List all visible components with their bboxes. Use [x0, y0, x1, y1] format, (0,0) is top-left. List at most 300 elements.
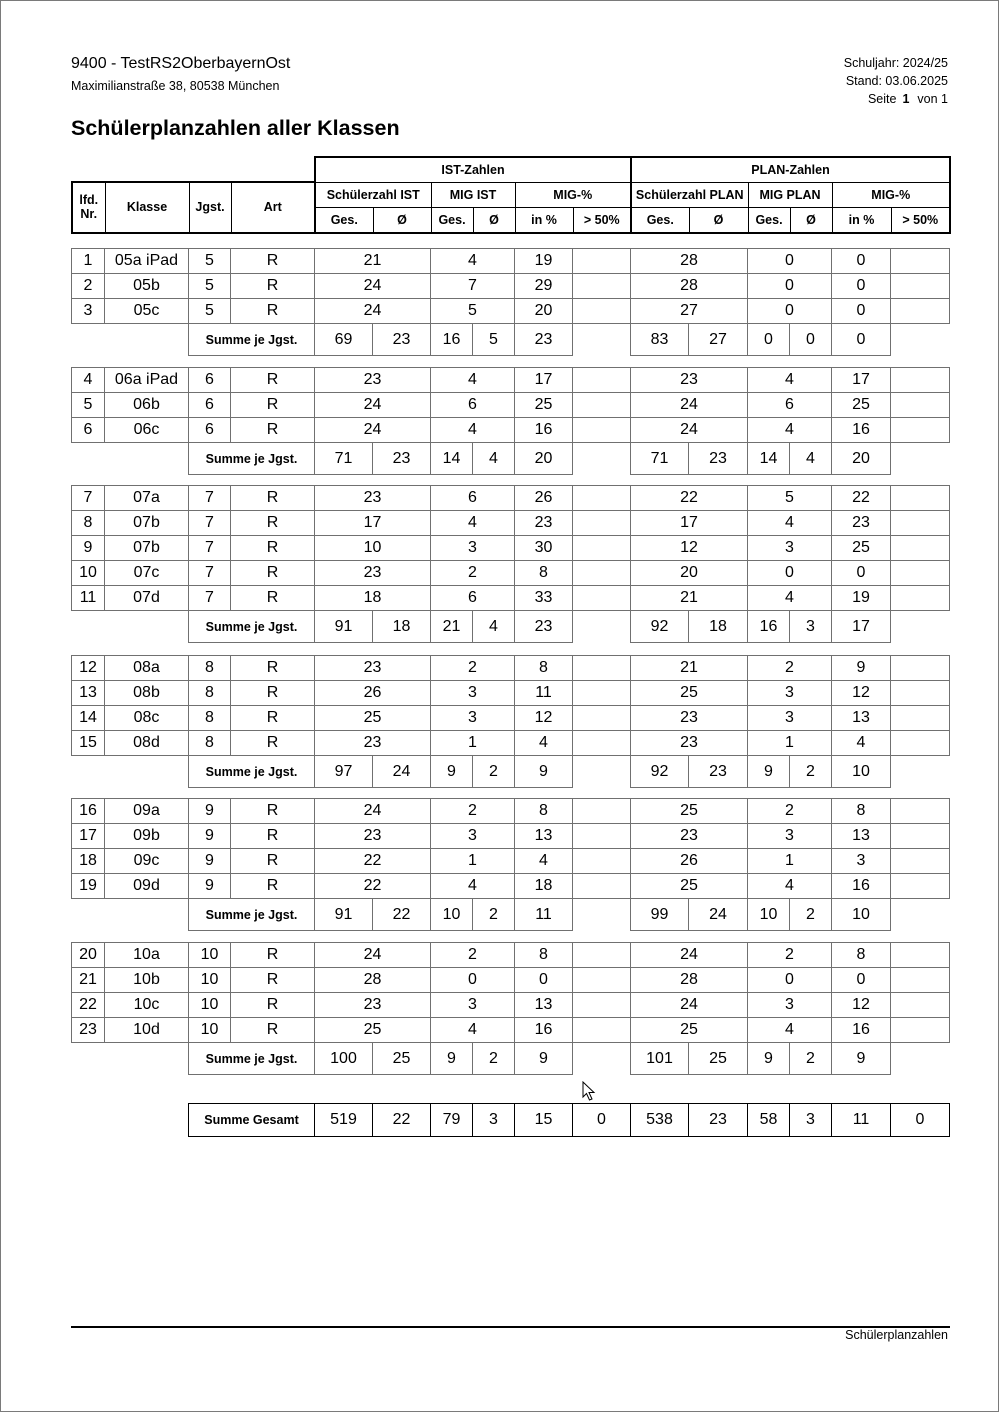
- row-mig-ist: 2: [431, 799, 515, 824]
- row-jgst: 6: [189, 418, 231, 443]
- row-gt50-ist: [573, 993, 631, 1018]
- row-mig-plan: 3: [748, 824, 832, 849]
- row-mig-plan: 0: [748, 561, 832, 586]
- row-jgst: 7: [189, 486, 231, 511]
- row-art: R: [231, 943, 315, 968]
- row-mig-plan: 5: [748, 486, 832, 511]
- row-mig-plan: 3: [748, 706, 832, 731]
- row-jgst: 9: [189, 799, 231, 824]
- mig-ist-avg-header: Ø: [473, 207, 515, 233]
- row-plan-ges: 25: [631, 874, 748, 899]
- row-gt50-ist: [573, 418, 631, 443]
- row-plan-ges: 12: [631, 536, 748, 561]
- row-jgst: 9: [189, 849, 231, 874]
- sum-mig-ist-avg: 2: [473, 899, 515, 931]
- row-plan-ges: 28: [631, 249, 748, 274]
- table-row: [72, 706, 950, 731]
- row-jgst: 9: [189, 874, 231, 899]
- summe-gesamt-label: Summe Gesamt: [189, 1104, 315, 1137]
- sum-ist-avg: 23: [373, 324, 431, 356]
- row-jgst: 10: [189, 943, 231, 968]
- row-nr: 4: [72, 368, 105, 393]
- table-row: [72, 586, 950, 611]
- row-pct-plan: 0: [832, 249, 891, 274]
- row-art: R: [231, 1018, 315, 1043]
- summe-je-jgst-row: [72, 1043, 950, 1075]
- ist-ges-header: Ges.: [315, 207, 373, 233]
- school-address: Maximilianstraße 38, 80538 München: [71, 79, 280, 93]
- row-mig-plan: 3: [748, 993, 832, 1018]
- row-plan-ges: 24: [631, 943, 748, 968]
- row-art: R: [231, 993, 315, 1018]
- sum-pct-ist: 23: [515, 324, 573, 356]
- table-row: [72, 418, 950, 443]
- row-pct-ist: 8: [515, 943, 573, 968]
- row-jgst: 7: [189, 511, 231, 536]
- row-pct-plan: 16: [832, 874, 891, 899]
- row-plan-ges: 24: [631, 393, 748, 418]
- table-row: [72, 824, 950, 849]
- row-klasse: 09c: [105, 849, 189, 874]
- row-pct-ist: 4: [515, 731, 573, 756]
- page-number: [844, 90, 948, 108]
- row-gt50-plan: [891, 874, 950, 899]
- row-nr: 11: [72, 586, 105, 611]
- jgst-group-table: [71, 942, 950, 1075]
- sum-mig-plan-ges: 10: [748, 899, 790, 931]
- row-pct-plan: 25: [832, 393, 891, 418]
- row-pct-ist: 8: [515, 656, 573, 681]
- row-gt50-ist: [573, 874, 631, 899]
- summe-je-jgst-row: [72, 443, 950, 475]
- row-mig-plan: 1: [748, 849, 832, 874]
- row-gt50-ist: [573, 586, 631, 611]
- row-ist-ges: 28: [315, 968, 431, 993]
- row-klasse: 08a: [105, 656, 189, 681]
- row-ist-ges: 24: [315, 299, 431, 324]
- row-ist-ges: 24: [315, 943, 431, 968]
- sum-ist-avg: 24: [373, 756, 431, 788]
- row-ist-ges: 18: [315, 586, 431, 611]
- sum-mig-ist-avg: 4: [473, 611, 515, 643]
- summe-je-jgst-label: Summe je Jgst.: [189, 611, 315, 643]
- row-pct-ist: 13: [515, 993, 573, 1018]
- row-mig-plan: 4: [748, 418, 832, 443]
- row-gt50-ist: [573, 1018, 631, 1043]
- row-pct-ist: 19: [515, 249, 573, 274]
- sum-mig-plan-avg: 2: [790, 899, 832, 931]
- total-pct-plan: 11: [832, 1104, 891, 1137]
- row-plan-ges: 23: [631, 368, 748, 393]
- sum-plan-avg: 25: [689, 1043, 748, 1075]
- row-pct-ist: 26: [515, 486, 573, 511]
- total-pct-ist: 15: [515, 1104, 573, 1137]
- row-klasse: 05a iPad: [105, 249, 189, 274]
- jgst-group-table: [71, 485, 950, 643]
- sum-plan-ges: 92: [631, 611, 689, 643]
- total-plan-avg: 23: [689, 1104, 748, 1137]
- sum-plan-ges: 83: [631, 324, 689, 356]
- row-nr: 17: [72, 824, 105, 849]
- row-jgst: 5: [189, 274, 231, 299]
- schuljahr: Schuljahr: 2024/25: [843, 56, 948, 70]
- row-art: R: [231, 368, 315, 393]
- row-mig-ist: 3: [431, 706, 515, 731]
- row-ist-ges: 24: [315, 418, 431, 443]
- sum-ist-ges: 91: [315, 899, 373, 931]
- row-mig-plan: 0: [748, 274, 832, 299]
- row-nr: 23: [72, 1018, 105, 1043]
- sum-pct-plan: 17: [832, 611, 891, 643]
- row-nr: 3: [72, 299, 105, 324]
- row-pct-plan: 0: [832, 299, 891, 324]
- row-pct-plan: 16: [832, 418, 891, 443]
- table-row: [72, 299, 950, 324]
- row-jgst: 8: [189, 731, 231, 756]
- table-row: [72, 943, 950, 968]
- row-gt50-plan: [891, 274, 950, 299]
- row-ist-ges: 23: [315, 824, 431, 849]
- row-pct-plan: 22: [832, 486, 891, 511]
- row-klasse: 05b: [105, 274, 189, 299]
- sum-mig-ist-avg: 2: [473, 756, 515, 788]
- row-mig-ist: 3: [431, 993, 515, 1018]
- table-row: [72, 486, 950, 511]
- ist-group-header: IST-Zahlen: [315, 157, 631, 182]
- row-pct-plan: 9: [832, 656, 891, 681]
- sum-mig-ist-ges: 10: [431, 899, 473, 931]
- row-ist-ges: 23: [315, 731, 431, 756]
- table-row: [72, 274, 950, 299]
- row-gt50-plan: [891, 368, 950, 393]
- table-row: [72, 536, 950, 561]
- row-pct-plan: 3: [832, 849, 891, 874]
- row-gt50-plan: [891, 706, 950, 731]
- row-pct-plan: 12: [832, 993, 891, 1018]
- row-mig-ist: 1: [431, 849, 515, 874]
- row-klasse: 09d: [105, 874, 189, 899]
- row-nr: 21: [72, 968, 105, 993]
- row-gt50-ist: [573, 681, 631, 706]
- total-ist-avg: 22: [373, 1104, 431, 1137]
- row-art: R: [231, 656, 315, 681]
- row-klasse: 07d: [105, 586, 189, 611]
- row-ist-ges: 22: [315, 874, 431, 899]
- summe-je-jgst-label: Summe je Jgst.: [189, 899, 315, 931]
- sum-ist-ges: 97: [315, 756, 373, 788]
- row-ist-ges: 17: [315, 511, 431, 536]
- row-pct-ist: 12: [515, 706, 573, 731]
- row-art: R: [231, 274, 315, 299]
- row-plan-ges: 25: [631, 799, 748, 824]
- report-meta: [844, 54, 948, 108]
- sum-ist-avg: 23: [373, 443, 431, 475]
- table-row: [72, 874, 950, 899]
- row-pct-plan: 4: [832, 731, 891, 756]
- row-art: R: [231, 418, 315, 443]
- row-mig-ist: 2: [431, 561, 515, 586]
- mouse-cursor-icon: [582, 1081, 596, 1101]
- row-klasse: 05c: [105, 299, 189, 324]
- total-ist-ges: 519: [315, 1104, 373, 1137]
- row-pct-plan: 13: [832, 706, 891, 731]
- row-nr: 1: [72, 249, 105, 274]
- plan-group-header: PLAN-Zahlen: [631, 157, 950, 182]
- sum-pct-plan: 10: [832, 756, 891, 788]
- gt50-ist-header: > 50%: [573, 207, 631, 233]
- row-plan-ges: 23: [631, 731, 748, 756]
- row-mig-ist: 3: [431, 824, 515, 849]
- row-mig-plan: 4: [748, 586, 832, 611]
- total-gt50-plan: 0: [891, 1104, 950, 1137]
- page-title: Schülerplanzahlen aller Klassen: [71, 116, 400, 140]
- row-klasse: 07b: [105, 536, 189, 561]
- summe-je-jgst-label: Summe je Jgst.: [189, 324, 315, 356]
- row-mig-ist: 4: [431, 874, 515, 899]
- row-jgst: 9: [189, 824, 231, 849]
- row-jgst: 7: [189, 536, 231, 561]
- row-klasse: 08b: [105, 681, 189, 706]
- row-pct-plan: 16: [832, 1018, 891, 1043]
- row-mig-ist: 5: [431, 299, 515, 324]
- row-pct-ist: 29: [515, 274, 573, 299]
- row-mig-plan: 4: [748, 1018, 832, 1043]
- row-plan-ges: 24: [631, 993, 748, 1018]
- row-pct-ist: 25: [515, 393, 573, 418]
- row-mig-ist: 4: [431, 249, 515, 274]
- row-jgst: 8: [189, 706, 231, 731]
- row-mig-ist: 6: [431, 586, 515, 611]
- row-mig-plan: 2: [748, 656, 832, 681]
- summe-je-jgst-row: [72, 899, 950, 931]
- row-mig-ist: 3: [431, 681, 515, 706]
- summe-je-jgst-row: [72, 756, 950, 788]
- row-pct-plan: 0: [832, 968, 891, 993]
- row-art: R: [231, 299, 315, 324]
- total-mig-plan-ges: 58: [748, 1104, 790, 1137]
- row-mig-plan: 6: [748, 393, 832, 418]
- row-gt50-ist: [573, 943, 631, 968]
- sum-mig-ist-avg: 2: [473, 1043, 515, 1075]
- pct-ist-header: in %: [515, 207, 573, 233]
- row-plan-ges: 25: [631, 681, 748, 706]
- sum-mig-ist-avg: 5: [473, 324, 515, 356]
- sum-mig-ist-ges: 21: [431, 611, 473, 643]
- row-nr: 22: [72, 993, 105, 1018]
- row-art: R: [231, 511, 315, 536]
- row-mig-plan: 2: [748, 943, 832, 968]
- sum-pct-ist: 20: [515, 443, 573, 475]
- row-pct-ist: 30: [515, 536, 573, 561]
- sum-plan-avg: 18: [689, 611, 748, 643]
- row-klasse: 06a iPad: [105, 368, 189, 393]
- row-gt50-ist: [573, 486, 631, 511]
- row-mig-ist: 4: [431, 418, 515, 443]
- table-row: [72, 849, 950, 874]
- row-gt50-ist: [573, 656, 631, 681]
- row-art: R: [231, 874, 315, 899]
- row-jgst: 6: [189, 393, 231, 418]
- sum-ist-ges: 69: [315, 324, 373, 356]
- sum-mig-plan-avg: 0: [790, 324, 832, 356]
- table-row: [72, 731, 950, 756]
- footer-report-name: Schülerplanzahlen: [845, 1328, 948, 1342]
- sum-mig-plan-ges: 14: [748, 443, 790, 475]
- row-mig-plan: 2: [748, 799, 832, 824]
- row-gt50-plan: [891, 586, 950, 611]
- row-pct-ist: 8: [515, 561, 573, 586]
- row-gt50-plan: [891, 731, 950, 756]
- sum-plan-avg: 23: [689, 443, 748, 475]
- table-row: [72, 993, 950, 1018]
- row-pct-ist: 33: [515, 586, 573, 611]
- row-gt50-plan: [891, 824, 950, 849]
- schuelerzahl-plan-header: Schülerzahl PLAN: [631, 182, 748, 207]
- table-row: [72, 561, 950, 586]
- sum-pct-plan: 0: [832, 324, 891, 356]
- table-row: [72, 968, 950, 993]
- row-art: R: [231, 586, 315, 611]
- row-plan-ges: 17: [631, 511, 748, 536]
- sum-pct-plan: 20: [832, 443, 891, 475]
- row-nr: 9: [72, 536, 105, 561]
- row-pct-ist: 13: [515, 824, 573, 849]
- row-mig-ist: 2: [431, 943, 515, 968]
- row-art: R: [231, 968, 315, 993]
- row-plan-ges: 24: [631, 418, 748, 443]
- table-row: [72, 799, 950, 824]
- jgst-group-table: [71, 248, 950, 356]
- row-art: R: [231, 731, 315, 756]
- mig-ist-ges-header: Ges.: [431, 207, 473, 233]
- row-gt50-plan: [891, 536, 950, 561]
- summe-gesamt-row: [188, 1103, 950, 1137]
- plan-ges-header: Ges.: [631, 207, 689, 233]
- summe-je-jgst-label: Summe je Jgst.: [189, 443, 315, 475]
- row-gt50-ist: [573, 249, 631, 274]
- row-ist-ges: 21: [315, 249, 431, 274]
- row-jgst: 10: [189, 993, 231, 1018]
- page-total: von 1: [917, 92, 948, 106]
- jgst-group-table: [71, 367, 950, 475]
- total-mig-ist-ges: 79: [431, 1104, 473, 1137]
- row-klasse: 10a: [105, 943, 189, 968]
- total-mig-ist-avg: 3: [473, 1104, 515, 1137]
- row-pct-plan: 8: [832, 799, 891, 824]
- sum-ist-avg: 25: [373, 1043, 431, 1075]
- row-pct-plan: 19: [832, 586, 891, 611]
- row-mig-ist: 3: [431, 536, 515, 561]
- row-nr: 12: [72, 656, 105, 681]
- total-plan-ges: 538: [631, 1104, 689, 1137]
- sum-ist-avg: 18: [373, 611, 431, 643]
- row-mig-ist: 0: [431, 968, 515, 993]
- row-gt50-plan: [891, 968, 950, 993]
- row-gt50-ist: [573, 824, 631, 849]
- klasse-header: Klasse: [105, 182, 189, 233]
- row-klasse: 07b: [105, 511, 189, 536]
- pct-plan-header: in %: [832, 207, 891, 233]
- row-plan-ges: 25: [631, 1018, 748, 1043]
- row-mig-ist: 4: [431, 368, 515, 393]
- row-ist-ges: 25: [315, 706, 431, 731]
- row-mig-ist: 6: [431, 393, 515, 418]
- row-jgst: 10: [189, 1018, 231, 1043]
- row-pct-plan: 23: [832, 511, 891, 536]
- row-ist-ges: 22: [315, 849, 431, 874]
- row-ist-ges: 26: [315, 681, 431, 706]
- table-row: [72, 681, 950, 706]
- art-header: Art: [231, 182, 315, 233]
- table-row: [72, 393, 950, 418]
- sum-pct-ist: 9: [515, 1043, 573, 1075]
- sum-mig-plan-ges: 0: [748, 324, 790, 356]
- sum-mig-ist-ges: 9: [431, 756, 473, 788]
- mig-plan-avg-header: Ø: [790, 207, 832, 233]
- lfd-nr-header: lfd. Nr.: [72, 182, 105, 233]
- sum-pct-ist: 11: [515, 899, 573, 931]
- row-klasse: 10d: [105, 1018, 189, 1043]
- row-pct-ist: 0: [515, 968, 573, 993]
- row-jgst: 5: [189, 249, 231, 274]
- row-pct-ist: 16: [515, 1018, 573, 1043]
- summe-je-jgst-row: [72, 324, 950, 356]
- row-klasse: 09b: [105, 824, 189, 849]
- row-pct-ist: 8: [515, 799, 573, 824]
- row-klasse: 10b: [105, 968, 189, 993]
- table-row: [72, 368, 950, 393]
- row-gt50-ist: [573, 849, 631, 874]
- row-nr: 16: [72, 799, 105, 824]
- row-jgst: 8: [189, 656, 231, 681]
- mig-plan-ges-header: Ges.: [748, 207, 790, 233]
- row-plan-ges: 23: [631, 824, 748, 849]
- row-gt50-plan: [891, 561, 950, 586]
- row-gt50-ist: [573, 706, 631, 731]
- sum-plan-avg: 24: [689, 899, 748, 931]
- row-mig-plan: 4: [748, 874, 832, 899]
- row-nr: 19: [72, 874, 105, 899]
- sum-mig-ist-avg: 4: [473, 443, 515, 475]
- footer-divider: [71, 1326, 950, 1328]
- row-art: R: [231, 393, 315, 418]
- row-plan-ges: 20: [631, 561, 748, 586]
- row-pct-ist: 18: [515, 874, 573, 899]
- sum-mig-ist-ges: 14: [431, 443, 473, 475]
- row-art: R: [231, 849, 315, 874]
- sum-mig-plan-avg: 2: [790, 756, 832, 788]
- sum-mig-plan-avg: 4: [790, 443, 832, 475]
- row-art: R: [231, 824, 315, 849]
- sum-mig-plan-ges: 16: [748, 611, 790, 643]
- row-nr: 6: [72, 418, 105, 443]
- mig-pct-plan-header: MIG-%: [832, 182, 950, 207]
- row-nr: 13: [72, 681, 105, 706]
- row-klasse: 10c: [105, 993, 189, 1018]
- row-plan-ges: 21: [631, 586, 748, 611]
- row-klasse: 08c: [105, 706, 189, 731]
- row-mig-plan: 3: [748, 536, 832, 561]
- jgst-header: Jgst.: [189, 182, 231, 233]
- row-pct-plan: 25: [832, 536, 891, 561]
- row-gt50-ist: [573, 561, 631, 586]
- row-jgst: 8: [189, 681, 231, 706]
- row-plan-ges: 28: [631, 968, 748, 993]
- row-mig-ist: 6: [431, 486, 515, 511]
- sum-ist-avg: 22: [373, 899, 431, 931]
- row-pct-ist: 17: [515, 368, 573, 393]
- row-klasse: 07a: [105, 486, 189, 511]
